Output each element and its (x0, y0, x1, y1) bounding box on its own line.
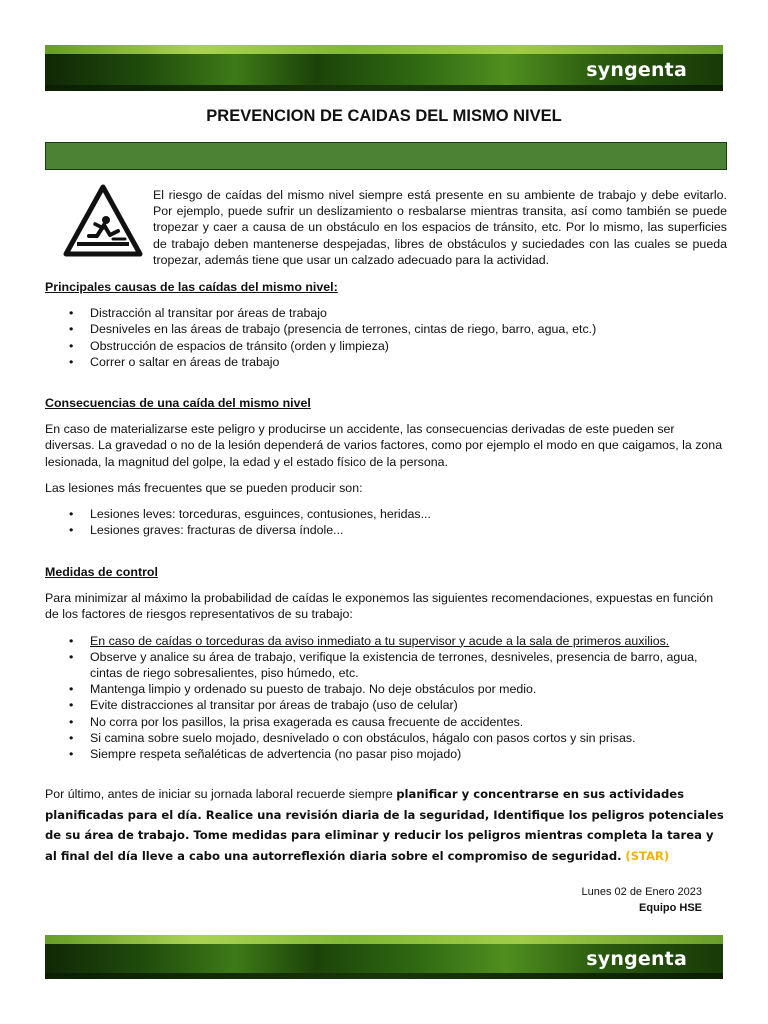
consequences-heading: Consecuencias de una caída del mismo nivel (45, 396, 311, 410)
list-item: • Desniveles en las áreas de trabajo (presencia de terrones, cintas de riego, barro, agua, etc.) (45, 321, 727, 337)
footer-banner (45, 935, 723, 979)
causes-list (45, 305, 727, 370)
document-date: Lunes 02 de Enero 2023 (581, 886, 702, 898)
controls-list (45, 633, 727, 763)
list-item: • En caso de caídas o torceduras da aviso inmediato a tu supervisor y acude a la sala de primeros auxilios. (45, 633, 727, 649)
list-item: • Siempre respeta señaléticas de advertencia (no pasar piso mojado) (45, 746, 727, 762)
controls-paragraph: Para minimizar al máximo la probabilidad de caídas le exponemos las siguientes recomendaciones, expuestas en función de los factores de riesgos representativos de su trabajo: (45, 591, 714, 622)
list-item: • Lesiones leves: torceduras, esguinces, contusiones, heridas... (45, 506, 727, 522)
consequences-section (45, 395, 727, 538)
syngenta-logo: syngenta (586, 948, 687, 970)
list-item: • Obstrucción de espacios de tránsito (orden y limpieza) (45, 338, 727, 354)
causes-heading: Principales causas de las caídas del mismo nivel: (45, 280, 338, 294)
consequences-paragraph: En caso de materializarse este peligro y producirse un accidente, las consecuencias derivadas de este pueden ser diversas. La gravedad o no de la lesión dependerá de varios factores, como por ejemplo el modo en que caigamos, la zona lesionada, la magnitud del golpe, la edad y el estado físico de la persona. (45, 422, 723, 469)
list-item: • Observe y analice su área de trabajo, verifique la existencia de terrones, desniveles, presencia de barro, agua, cintas de riego sobresalientes, piso húmedo, etc. (45, 649, 727, 681)
list-item: • Evite distracciones al transitar por áreas de trabajo (uso de celular) (45, 697, 727, 713)
list-item: • Mantenga limpio y ordenado su puesto de trabajo. No deje obstáculos por medio. (45, 681, 727, 697)
header-banner (45, 45, 723, 91)
page-title: PREVENCION DE CAIDAS DEL MISMO NIVEL (206, 107, 562, 125)
slip-hazard-warning-icon (63, 184, 143, 258)
closing-paragraph (45, 784, 727, 866)
lesions-list (45, 506, 727, 538)
lesions-intro: Las lesiones más frecuentes que se pueden producir son: (45, 480, 363, 495)
causes-section (45, 279, 727, 370)
list-item: • Distracción al transitar por áreas de trabajo (45, 305, 727, 321)
star-tag: (STAR) (625, 848, 670, 863)
closing-lead: Por último, antes de iniciar su jornada laboral recuerde siempre (45, 787, 397, 801)
closing-emphasis: planificar y concentrarse en sus actividades planificadas para el día. Realice una revisión diaria de la seguridad, Identifique los peligros potenciales de su área de trabajo. Tome medidas para eliminar y reducir los peligros mientras completa la tarea y al final del día lleve a cabo una autorreflexión diaria sobre el compromiso de seguridad. (45, 787, 724, 863)
list-item: • Si camina sobre suelo mojado, desnivelado o con obstáculos, hágalo con pasos cortos y sin prisas. (45, 730, 727, 746)
intro-paragraph: El riesgo de caídas del mismo nivel siempre está presente en su ambiente de trabajo y debe evitarlo. Por ejemplo, puede sufrir un deslizamiento o resbalarse mientras transita, así como también se puede tropezar y caer a causa de un obstáculo en los espacios de tránsito, etc. Por lo mismo, las superficies de trabajo deben mantenerse despejadas, libres de obstáculos y suciedades con las cuales se pueda tropezar, además tiene que usar un calzado adecuado para la actividad. (153, 188, 727, 267)
syngenta-logo: syngenta (586, 59, 687, 81)
list-item: • No corra por los pasillos, la prisa exagerada es causa frecuente de accidentes. (45, 714, 727, 730)
list-item: • Correr o saltar en áreas de trabajo (45, 354, 727, 370)
title-divider-bar (45, 142, 727, 170)
team-signature: Equipo HSE (639, 902, 702, 914)
list-item: • Lesiones graves: fracturas de diversa índole... (45, 522, 727, 538)
controls-section (45, 564, 727, 762)
controls-heading: Medidas de control (45, 565, 158, 579)
